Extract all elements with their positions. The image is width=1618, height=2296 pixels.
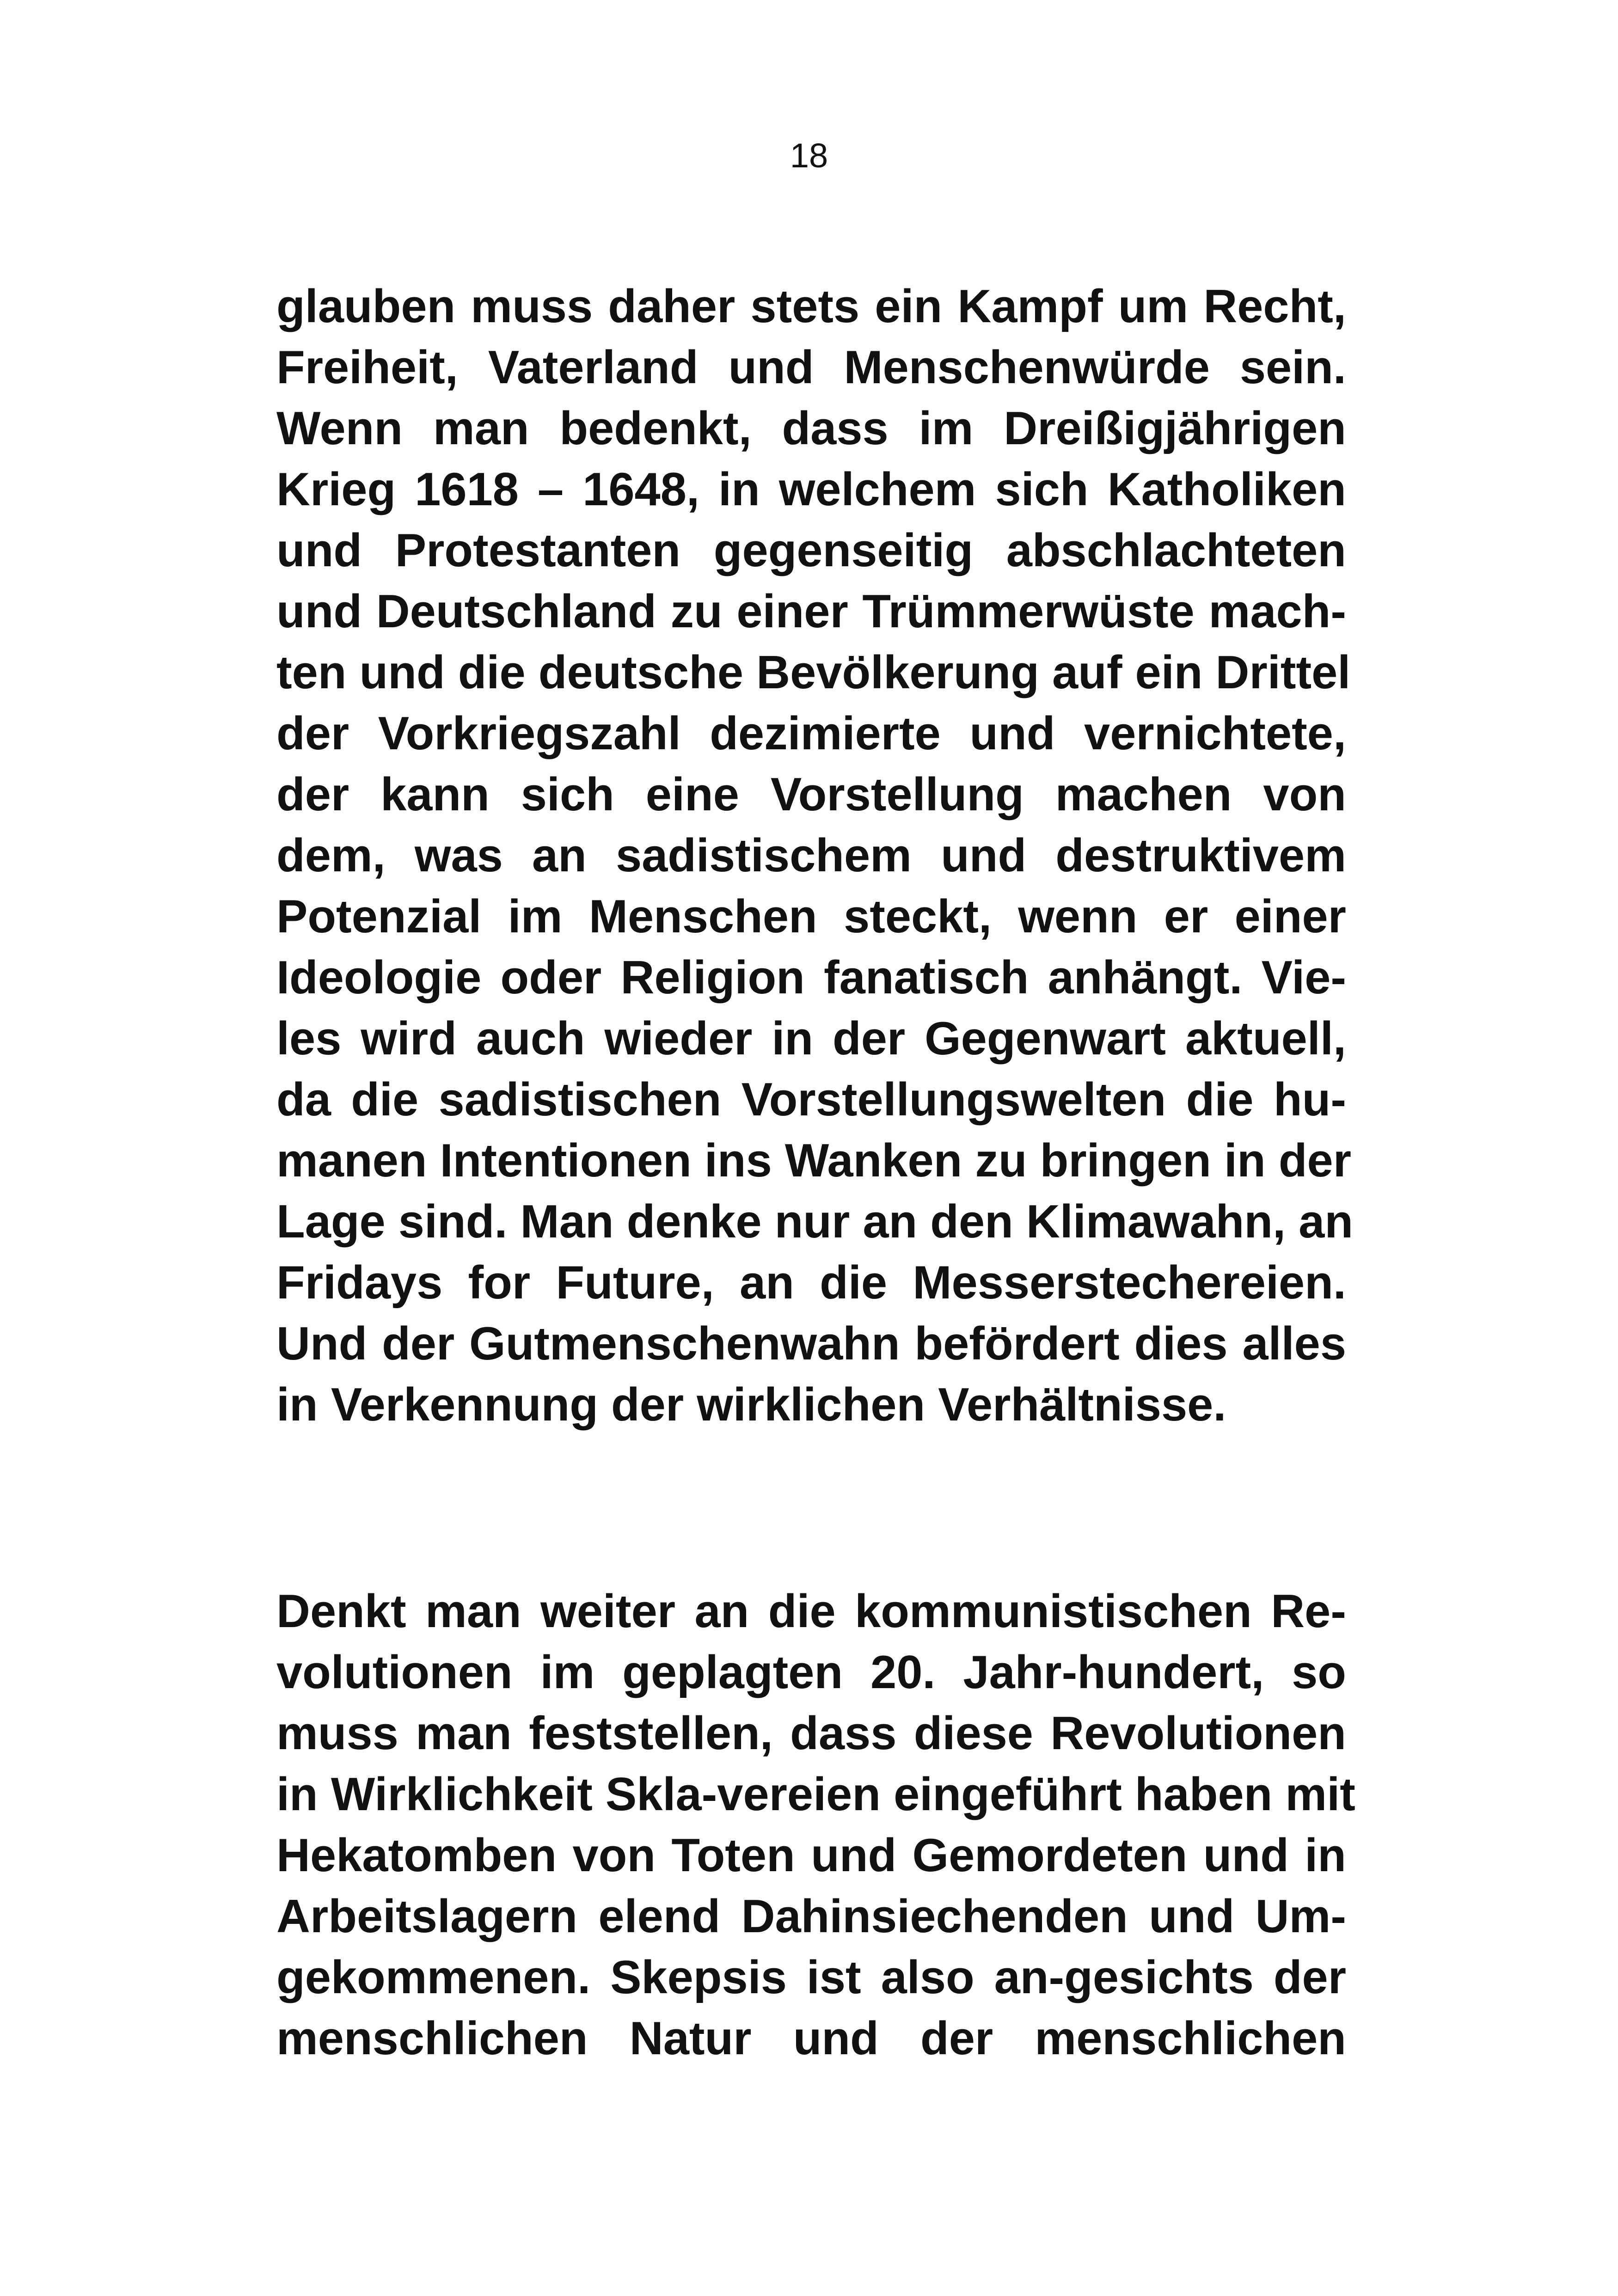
paragraph-1 bbox=[276, 276, 1354, 1435]
text-line: Freiheit, Vaterland und Menschenwürde sein. bbox=[276, 342, 1346, 393]
text-line: in Wirklichkeit Skla-vereien eingeführt haben mit bbox=[276, 1769, 1355, 1820]
text-line: Krieg 1618 – 1648, in welchem sich Katholiken bbox=[276, 464, 1346, 515]
text-line: manen Intentionen ins Wanken zu bringen in der bbox=[276, 1135, 1352, 1187]
text-line: Denkt man weiter an die kommunistischen Re- bbox=[276, 1586, 1346, 1637]
text-line: Lage sind. Man denke nur an den Klimawahn, an bbox=[276, 1196, 1354, 1248]
text-line: Hekatomben von Toten und Gemordeten und in bbox=[276, 1830, 1346, 1881]
text-line: in Verkennung der wirklichen Verhältnisse. bbox=[276, 1379, 1226, 1431]
text-line: Potenzial im Menschen steckt, wenn er einer bbox=[276, 891, 1346, 943]
text-line: menschlichen Natur und der menschlichen bbox=[276, 2013, 1346, 2064]
paragraph-2 bbox=[276, 1581, 1355, 2069]
text-line: und Deutschland zu einer Trümmerwüste mach- bbox=[276, 586, 1346, 637]
page-number: 18 bbox=[790, 136, 828, 175]
text-line: da die sadistischen Vorstellungswelten die hu- bbox=[276, 1074, 1346, 1126]
text-line: Ideologie oder Religion fanatisch anhängt. Vie- bbox=[276, 952, 1346, 1004]
text-line: Und der Gutmenschenwahn befördert dies alles bbox=[276, 1318, 1346, 1370]
text-line: Wenn man bedenkt, dass im Dreißigjährigen bbox=[276, 403, 1346, 454]
text-line: Fridays for Future, an die Messerstechereien. bbox=[276, 1257, 1346, 1309]
text-line: der Vorkriegszahl dezimierte und vernichtete, bbox=[276, 708, 1346, 759]
text-line: gekommenen. Skepsis ist also an-gesichts der bbox=[276, 1952, 1346, 2003]
text-line: der kann sich eine Vorstellung machen von bbox=[276, 769, 1346, 820]
text-line: Arbeitslagern elend Dahinsiechenden und Um- bbox=[276, 1891, 1346, 1942]
text-line: glauben muss daher stets ein Kampf um Recht, bbox=[276, 281, 1346, 332]
text-line: muss man feststellen, dass diese Revolutionen bbox=[276, 1708, 1346, 1759]
text-line: ten und die deutsche Bevölkerung auf ein Drittel bbox=[276, 647, 1351, 698]
text-line: und Protestanten gegenseitig abschlachteten bbox=[276, 525, 1346, 576]
text-line: volutionen im geplagten 20. Jahr-hundert, so bbox=[276, 1647, 1346, 1698]
text-line: dem, was an sadistischem und destruktivem bbox=[276, 830, 1346, 882]
text-line: les wird auch wieder in der Gegenwart aktuell, bbox=[276, 1013, 1346, 1065]
